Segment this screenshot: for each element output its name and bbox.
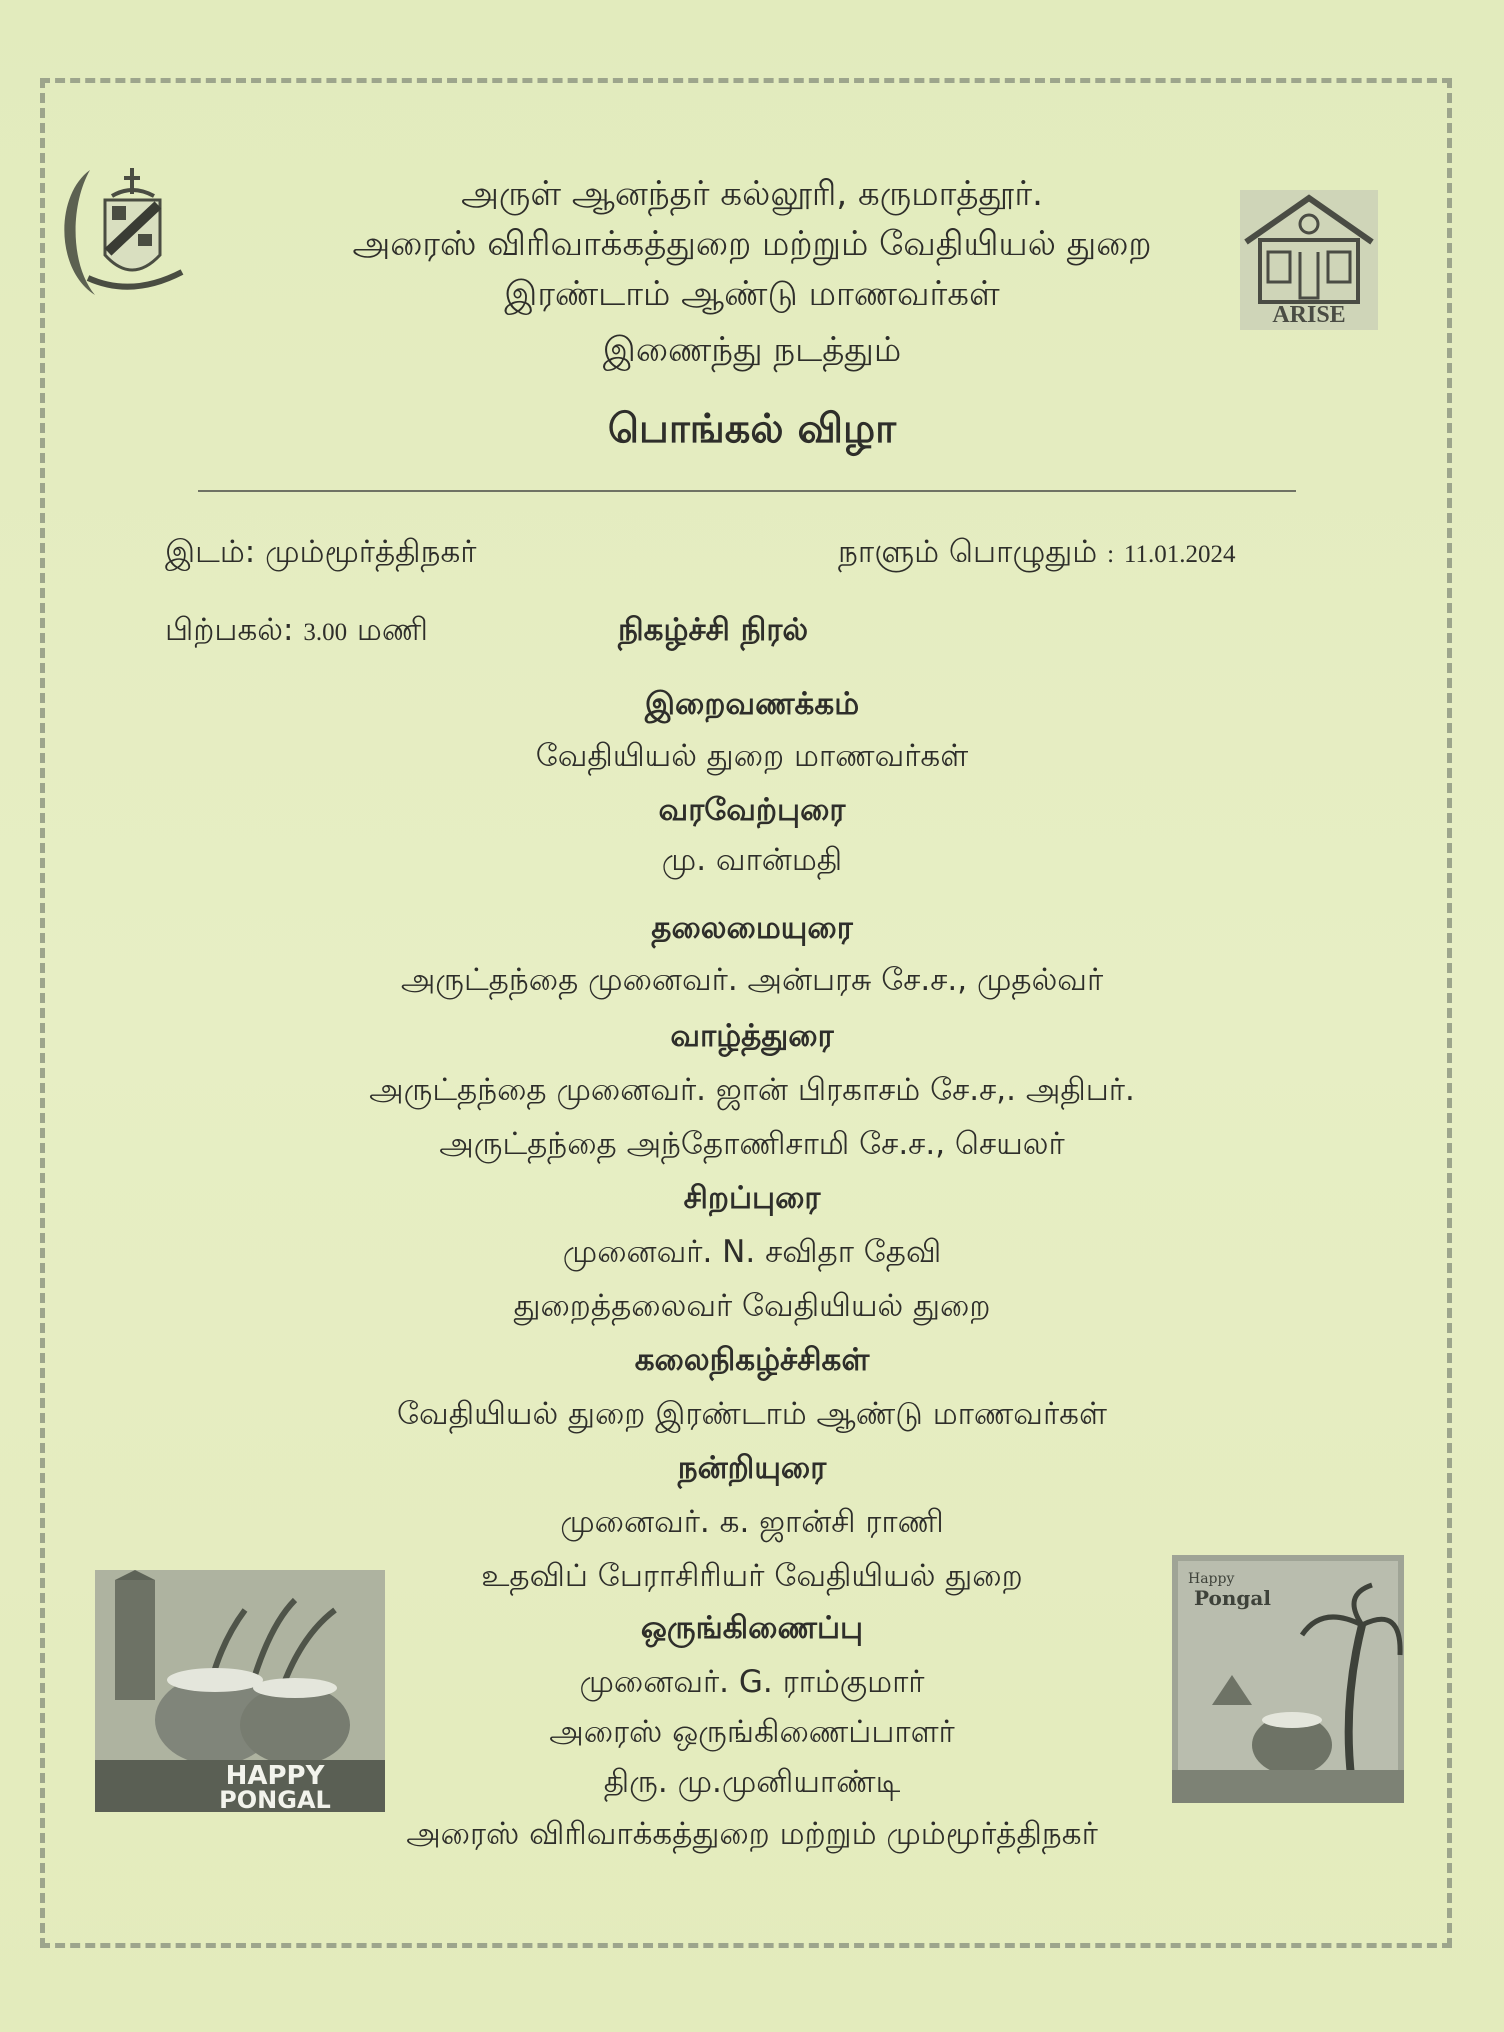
venue-value: மும்மூர்த்திநகர் — [265, 534, 477, 570]
felicitation-heading: வாழ்த்துரை — [670, 1018, 834, 1054]
thanks-line-2: உதவிப் பேராசிரியர் வேதியியல் துறை — [481, 1558, 1023, 1594]
date-time — [838, 534, 1235, 574]
time-unit: மணி — [356, 612, 428, 648]
left-caption-2: PONGAL — [219, 1786, 331, 1812]
date-label: நாளும் பொழுதும் — [838, 534, 1098, 570]
departments-line: அரைஸ் விரிவாக்கத்துறை மற்றும் வேதியியல் துறை — [352, 224, 1152, 264]
presidential-line: அருட்தந்தை முனைவர். அன்பரசு சே.ச., முதல்வர் — [400, 962, 1104, 998]
right-caption-1: Happy — [1188, 1571, 1235, 1587]
special-heading: சிறப்புரை — [683, 1180, 821, 1216]
presidential-heading: தலைமையுரை — [651, 910, 853, 946]
coordination-line-4: அரைஸ் விரிவாக்கத்துறை மற்றும் மும்மூர்த்திநகர் — [406, 1816, 1098, 1852]
date-value: 11.01.2024 — [1123, 541, 1236, 568]
program-title: நிகழ்ச்சி நிரல் — [618, 612, 809, 648]
special-line-2: துறைத்தலைவர் வேதியியல் துறை — [513, 1288, 991, 1324]
coordination-line-2: அரைஸ் ஒருங்கிணைப்பாளர் — [549, 1714, 955, 1750]
left-caption-1: HAPPY — [225, 1761, 325, 1791]
thanks-heading: நன்றியுரை — [677, 1450, 827, 1486]
felicitation-line-2: அருட்தந்தை அந்தோணிசாமி சே.ச., செயலர் — [439, 1126, 1065, 1162]
felicitation-line-1: அருட்தந்தை முனைவர். ஜான் பிரகாசம் சே.ச,. அதிபர். — [369, 1072, 1135, 1108]
coordination-line-1: முனைவர். G. ராம்குமார் — [579, 1664, 925, 1700]
welcome-heading: வரவேற்புரை — [658, 792, 846, 828]
special-line-1: முனைவர். N. சவிதா தேவி — [562, 1234, 942, 1270]
coordination-heading: ஒருங்கிணைப்பு — [640, 1610, 864, 1646]
prayer-heading: இறைவணக்கம் — [644, 686, 860, 722]
event-title: பொங்கல் விழா — [607, 406, 897, 452]
venue-label: இடம்: — [165, 534, 256, 570]
cultural-heading: கலைநிகழ்ச்சிகள் — [634, 1342, 870, 1378]
arise-logo-text: ARISE — [1272, 302, 1346, 328]
happy-pongal-image — [95, 1570, 385, 1812]
divider — [198, 490, 1296, 492]
time-label: பிற்பகல்: — [165, 612, 294, 648]
students-line: இரண்டாம் ஆண்டு மாணவர்கள் — [504, 274, 1000, 314]
coordination-line-3: திரு. மு.முனியாண்டி — [603, 1764, 901, 1800]
cultural-line: வேதியியல் துறை இரண்டாம் ஆண்டு மாணவர்கள் — [397, 1396, 1107, 1432]
date-separator: : — [1107, 541, 1115, 568]
time-value: 3.00 — [303, 619, 348, 646]
time — [165, 612, 428, 652]
conducting-line: இணைந்து நடத்தும் — [602, 330, 902, 370]
right-caption-2: Pongal — [1194, 1586, 1271, 1610]
college-name: அருள் ஆனந்தர் கல்லூரி, கருமாத்தூர். — [461, 174, 1043, 214]
welcome-line: மு. வான்மதி — [661, 842, 843, 878]
thanks-line-1: முனைவர். க. ஜான்சி ராணி — [560, 1504, 944, 1540]
prayer-line: வேதியியல் துறை மாணவர்கள் — [535, 738, 969, 774]
venue — [165, 534, 476, 574]
pongal-greeting-image — [1172, 1555, 1404, 1803]
